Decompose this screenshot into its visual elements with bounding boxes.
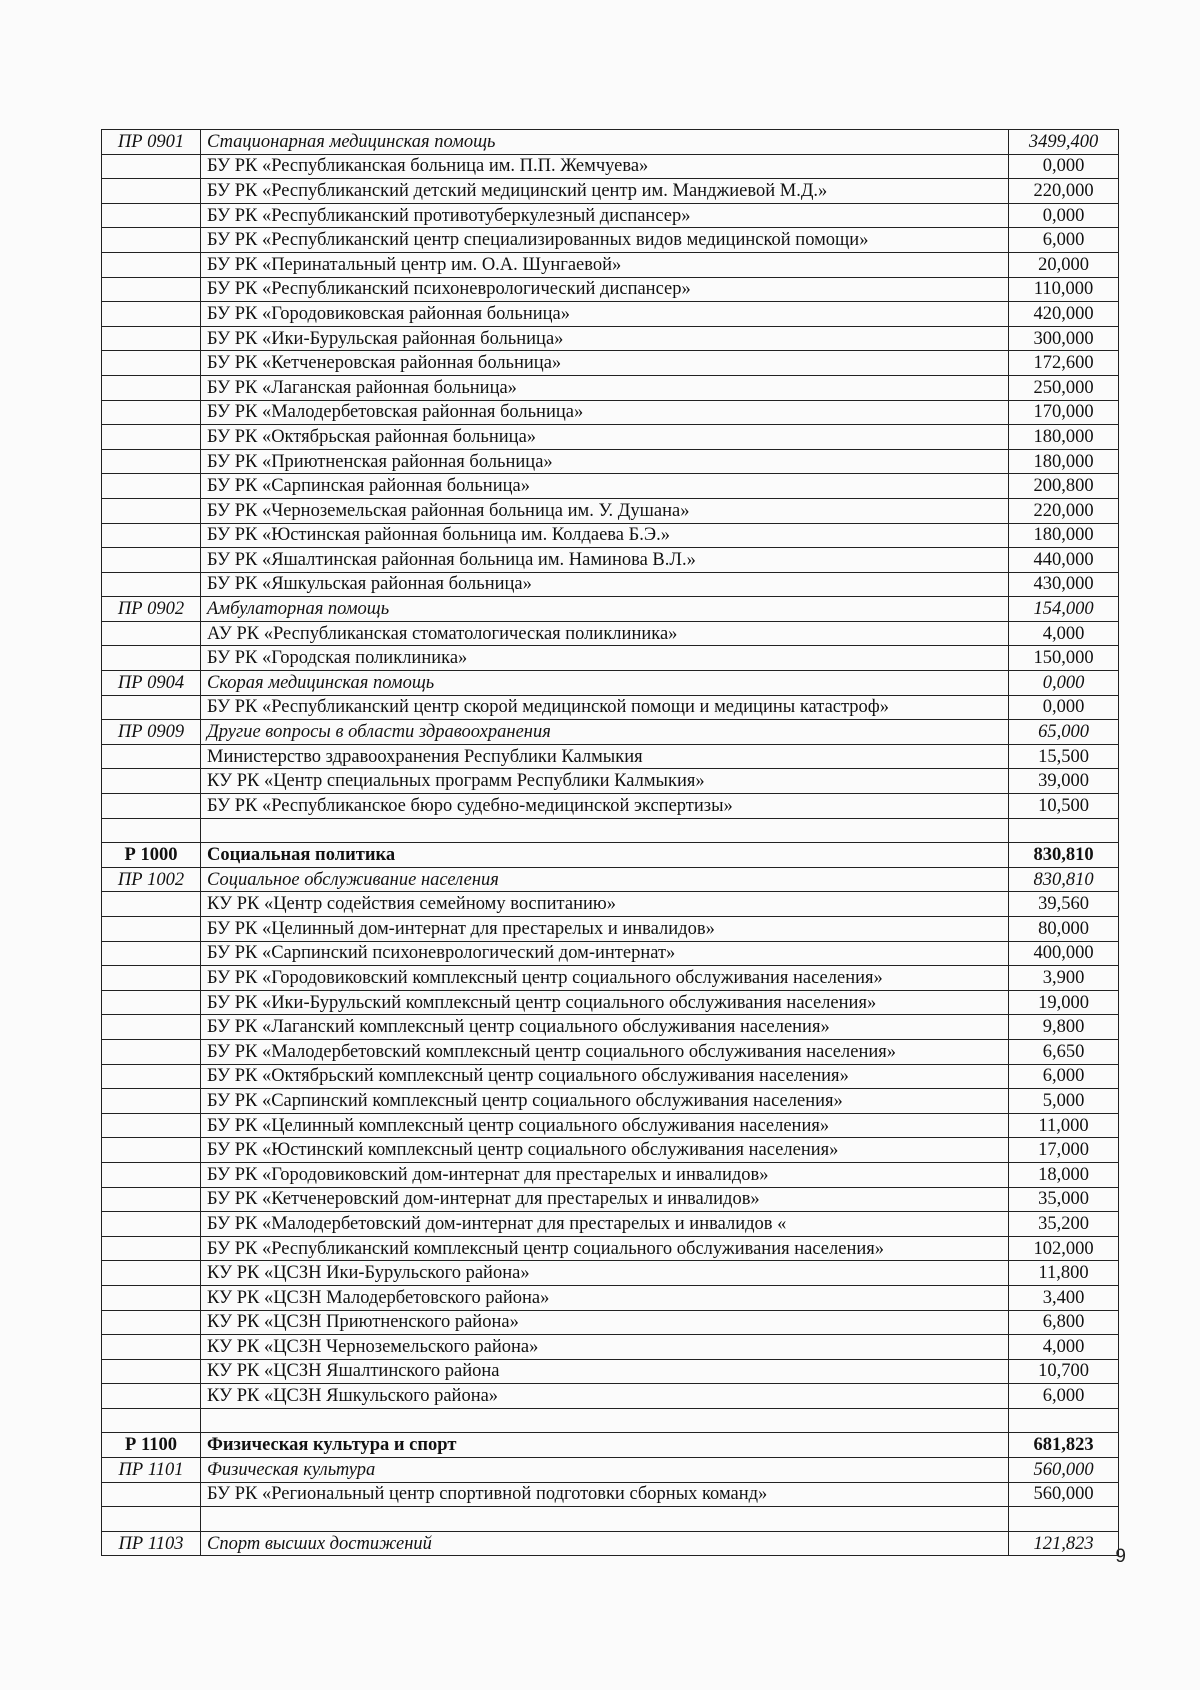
table-row: [102, 966, 1119, 991]
row-name-cell: БУ РК «Юстинский комплексный центр социального обслуживания населения»: [201, 1138, 1009, 1163]
subsection-row: [102, 130, 1119, 155]
budget-table: [101, 129, 1119, 1556]
row-value-cell: 6,000: [1009, 1384, 1119, 1409]
row-name-cell: БУ РК «Сарпинский психоневрологический дом-интернат»: [201, 941, 1009, 966]
row-code-cell: [102, 1089, 201, 1114]
row-value-cell: 4,000: [1009, 1335, 1119, 1360]
row-code-cell: [102, 474, 201, 499]
row-code-cell: [102, 228, 201, 253]
row-value-cell: 102,000: [1009, 1236, 1119, 1261]
row-name-cell: БУ РК «Октябрьская районная больница»: [201, 425, 1009, 450]
section-row: [102, 843, 1119, 868]
table-row: [102, 548, 1119, 573]
row-value-cell: [1009, 1408, 1119, 1433]
row-name-cell: БУ РК «Лаганский комплексный центр социального обслуживания населения»: [201, 1015, 1009, 1040]
table-row: [102, 1162, 1119, 1187]
table-row: [102, 1335, 1119, 1360]
row-name-cell: БУ РК «Городовиковская районная больница»: [201, 302, 1009, 327]
row-name-cell: КУ РК «ЦСЗН Приютненского района»: [201, 1310, 1009, 1335]
row-code-cell: [102, 1482, 201, 1507]
row-value-cell: 39,560: [1009, 892, 1119, 917]
row-name-cell: БУ РК «Черноземельская районная больница им. У. Душана»: [201, 498, 1009, 523]
row-code-cell: [102, 1162, 201, 1187]
table-row: [102, 474, 1119, 499]
row-code-cell: [102, 425, 201, 450]
row-name-cell: Спорт высших достижений: [201, 1531, 1009, 1556]
row-value-cell: 300,000: [1009, 326, 1119, 351]
table-row: [102, 1212, 1119, 1237]
table-row: [102, 277, 1119, 302]
row-code-cell: ПР 1101: [102, 1458, 201, 1483]
row-name-cell: БУ РК «Республиканская больница им. П.П. Жемчуева»: [201, 154, 1009, 179]
row-name-cell: БУ РК «Республиканский психоневрологический диспансер»: [201, 277, 1009, 302]
row-name-cell: БУ РК «Кетченеровская районная больница»: [201, 351, 1009, 376]
table-row: [102, 203, 1119, 228]
row-code-cell: [102, 621, 201, 646]
row-code-cell: [102, 400, 201, 425]
page-number: 9: [1115, 1546, 1126, 1567]
table-row: [102, 1015, 1119, 1040]
row-name-cell: БУ РК «Ики-Бурульская районная больница»: [201, 326, 1009, 351]
table-row: [102, 449, 1119, 474]
row-code-cell: Р 1000: [102, 843, 201, 868]
row-value-cell: 0,000: [1009, 671, 1119, 696]
row-code-cell: [102, 1384, 201, 1409]
row-name-cell: Стационарная медицинская помощь: [201, 130, 1009, 155]
row-name-cell: Скорая медицинская помощь: [201, 671, 1009, 696]
row-name-cell: БУ РК «Юстинская районная больница им. Колдаева Б.Э.»: [201, 523, 1009, 548]
row-code-cell: [102, 203, 201, 228]
table-row: [102, 1310, 1119, 1335]
table-row: [102, 400, 1119, 425]
row-name-cell: Физическая культура: [201, 1458, 1009, 1483]
row-value-cell: 830,810: [1009, 867, 1119, 892]
subsection-row: [102, 1531, 1119, 1556]
row-code-cell: ПР 0904: [102, 671, 201, 696]
row-code-cell: [102, 892, 201, 917]
row-value-cell: 154,000: [1009, 597, 1119, 622]
row-value-cell: 430,000: [1009, 572, 1119, 597]
row-value-cell: 6,800: [1009, 1310, 1119, 1335]
row-name-cell: КУ РК «ЦСЗН Ики-Бурульского района»: [201, 1261, 1009, 1286]
table-row: [102, 1285, 1119, 1310]
table-row: [102, 892, 1119, 917]
row-code-cell: [102, 744, 201, 769]
row-code-cell: [102, 351, 201, 376]
row-value-cell: 35,000: [1009, 1187, 1119, 1212]
row-value-cell: 80,000: [1009, 917, 1119, 942]
row-name-cell: БУ РК «Сарпинская районная больница»: [201, 474, 1009, 499]
row-code-cell: [102, 498, 201, 523]
row-value-cell: 10,700: [1009, 1359, 1119, 1384]
row-code-cell: [102, 1138, 201, 1163]
row-name-cell: БУ РК «Городская поликлиника»: [201, 646, 1009, 671]
row-code-cell: [102, 449, 201, 474]
row-name-cell: БУ РК «Республиканское бюро судебно-медицинской экспертизы»: [201, 794, 1009, 819]
row-name-cell: КУ РК «ЦСЗН Малодербетовского района»: [201, 1285, 1009, 1310]
row-value-cell: [1009, 818, 1119, 843]
row-value-cell: 17,000: [1009, 1138, 1119, 1163]
subsection-row: [102, 671, 1119, 696]
row-value-cell: 11,000: [1009, 1113, 1119, 1138]
row-value-cell: 6,000: [1009, 228, 1119, 253]
row-name-cell: БУ РК «Республиканский комплексный центр социального обслуживания населения»: [201, 1236, 1009, 1261]
table-row: [102, 1064, 1119, 1089]
row-value-cell: 6,650: [1009, 1039, 1119, 1064]
table-row: [102, 941, 1119, 966]
row-value-cell: 400,000: [1009, 941, 1119, 966]
row-code-cell: ПР 0909: [102, 720, 201, 745]
row-value-cell: 3,400: [1009, 1285, 1119, 1310]
row-value-cell: [1009, 1507, 1119, 1532]
row-value-cell: 4,000: [1009, 621, 1119, 646]
row-code-cell: [102, 966, 201, 991]
row-value-cell: 65,000: [1009, 720, 1119, 745]
section-row: [102, 1433, 1119, 1458]
row-code-cell: [102, 523, 201, 548]
row-value-cell: 110,000: [1009, 277, 1119, 302]
row-name-cell: БУ РК «Лаганская районная больница»: [201, 375, 1009, 400]
table-row: [102, 572, 1119, 597]
row-value-cell: 9,800: [1009, 1015, 1119, 1040]
row-value-cell: 0,000: [1009, 154, 1119, 179]
row-code-cell: [102, 1335, 201, 1360]
row-value-cell: 39,000: [1009, 769, 1119, 794]
row-value-cell: 6,000: [1009, 1064, 1119, 1089]
row-value-cell: 681,823: [1009, 1433, 1119, 1458]
row-code-cell: [102, 548, 201, 573]
blank-row: [102, 1408, 1119, 1433]
row-value-cell: 0,000: [1009, 203, 1119, 228]
row-code-cell: [102, 375, 201, 400]
row-name-cell: БУ РК «Городовиковский комплексный центр социального обслуживания населения»: [201, 966, 1009, 991]
table-row: [102, 228, 1119, 253]
row-name-cell: БУ РК «Региональный центр спортивной подготовки сборных команд»: [201, 1482, 1009, 1507]
table-row: [102, 917, 1119, 942]
row-value-cell: 3,900: [1009, 966, 1119, 991]
row-name-cell: Физическая культура и спорт: [201, 1433, 1009, 1458]
row-code-cell: [102, 1261, 201, 1286]
row-name-cell: БУ РК «Республиканский центр специализированных видов медицинской помощи»: [201, 228, 1009, 253]
row-value-cell: 19,000: [1009, 990, 1119, 1015]
row-value-cell: 180,000: [1009, 523, 1119, 548]
row-name-cell: Социальная политика: [201, 843, 1009, 868]
table-row: [102, 1261, 1119, 1286]
row-value-cell: 560,000: [1009, 1458, 1119, 1483]
row-code-cell: [102, 277, 201, 302]
row-code-cell: [102, 917, 201, 942]
row-name-cell: БУ РК «Кетченеровский дом-интернат для престарелых и инвалидов»: [201, 1187, 1009, 1212]
row-name-cell: КУ РК «ЦСЗН Яшкульского района»: [201, 1384, 1009, 1409]
row-name-cell: БУ РК «Городовиковский дом-интернат для престарелых и инвалидов»: [201, 1162, 1009, 1187]
row-code-cell: [102, 1113, 201, 1138]
row-name-cell: БУ РК «Ики-Бурульский комплексный центр социального обслуживания населения»: [201, 990, 1009, 1015]
budget-table-body: [102, 130, 1119, 1556]
row-code-cell: [102, 941, 201, 966]
row-name-cell: БУ РК «Республиканский центр скорой медицинской помощи и медицины катастроф»: [201, 695, 1009, 720]
table-row: [102, 179, 1119, 204]
row-code-cell: [102, 252, 201, 277]
table-row: [102, 252, 1119, 277]
table-row: [102, 498, 1119, 523]
row-value-cell: 830,810: [1009, 843, 1119, 868]
table-row: [102, 1236, 1119, 1261]
table-row: [102, 1039, 1119, 1064]
table-row: [102, 302, 1119, 327]
row-name-cell: БУ РК «Республиканский детский медицинский центр им. Манджиевой М.Д.»: [201, 179, 1009, 204]
row-code-cell: [102, 154, 201, 179]
row-value-cell: 420,000: [1009, 302, 1119, 327]
row-code-cell: Р 1100: [102, 1433, 201, 1458]
table-row: [102, 769, 1119, 794]
row-code-cell: ПР 0901: [102, 130, 201, 155]
table-row: [102, 695, 1119, 720]
table-row: [102, 621, 1119, 646]
row-value-cell: 10,500: [1009, 794, 1119, 819]
row-code-cell: ПР 1103: [102, 1531, 201, 1556]
table-row: [102, 1187, 1119, 1212]
row-code-cell: [102, 695, 201, 720]
row-name-cell: БУ РК «Сарпинский комплексный центр социального обслуживания населения»: [201, 1089, 1009, 1114]
subsection-row: [102, 597, 1119, 622]
row-name-cell: БУ РК «Целинный комплексный центр социального обслуживания населения»: [201, 1113, 1009, 1138]
table-row: [102, 794, 1119, 819]
row-code-cell: [102, 794, 201, 819]
row-name-cell: КУ РК «ЦСЗН Черноземельского района»: [201, 1335, 1009, 1360]
row-code-cell: [102, 572, 201, 597]
row-code-cell: [102, 818, 201, 843]
row-name-cell: КУ РК «ЦСЗН Яшалтинского района: [201, 1359, 1009, 1384]
row-code-cell: [102, 179, 201, 204]
row-code-cell: [102, 769, 201, 794]
row-name-cell: БУ РК «Целинный дом-интернат для престарелых и инвалидов»: [201, 917, 1009, 942]
row-name-cell: КУ РК «Центр содействия семейному воспитанию»: [201, 892, 1009, 917]
table-row: [102, 1113, 1119, 1138]
row-name-cell: Другие вопросы в области здравоохранения: [201, 720, 1009, 745]
row-code-cell: ПР 0902: [102, 597, 201, 622]
table-row: [102, 375, 1119, 400]
row-code-cell: [102, 1015, 201, 1040]
subsection-row: [102, 720, 1119, 745]
row-name-cell: Амбулаторная помощь: [201, 597, 1009, 622]
row-value-cell: 220,000: [1009, 179, 1119, 204]
row-value-cell: 5,000: [1009, 1089, 1119, 1114]
row-code-cell: [102, 1236, 201, 1261]
row-name-cell: БУ РК «Малодербетовская районная больница»: [201, 400, 1009, 425]
row-code-cell: [102, 1359, 201, 1384]
row-value-cell: 15,500: [1009, 744, 1119, 769]
row-code-cell: [102, 1187, 201, 1212]
row-name-cell: БУ РК «Октябрьский комплексный центр социального обслуживания населения»: [201, 1064, 1009, 1089]
subsection-row: [102, 1458, 1119, 1483]
table-row: [102, 1138, 1119, 1163]
row-value-cell: 3499,400: [1009, 130, 1119, 155]
row-name-cell: КУ РК «Центр специальных программ Республики Калмыкия»: [201, 769, 1009, 794]
row-value-cell: 560,000: [1009, 1482, 1119, 1507]
table-row: [102, 1359, 1119, 1384]
row-value-cell: 150,000: [1009, 646, 1119, 671]
subsection-row: [102, 867, 1119, 892]
row-value-cell: 180,000: [1009, 425, 1119, 450]
table-row: [102, 351, 1119, 376]
row-name-cell: БУ РК «Приютненская районная больница»: [201, 449, 1009, 474]
row-value-cell: 170,000: [1009, 400, 1119, 425]
row-value-cell: 18,000: [1009, 1162, 1119, 1187]
table-row: [102, 990, 1119, 1015]
row-code-cell: [102, 646, 201, 671]
row-name-cell: БУ РК «Республиканский противотуберкулезный диспансер»: [201, 203, 1009, 228]
row-value-cell: 172,600: [1009, 351, 1119, 376]
row-name-cell: БУ РК «Яшалтинская районная больница им. Наминова В.Л.»: [201, 548, 1009, 573]
row-code-cell: [102, 1285, 201, 1310]
row-value-cell: 180,000: [1009, 449, 1119, 474]
row-name-cell: БУ РК «Малодербетовский комплексный центр социального обслуживания населения»: [201, 1039, 1009, 1064]
row-value-cell: 121,823: [1009, 1531, 1119, 1556]
row-code-cell: [102, 1064, 201, 1089]
row-name-cell: [201, 1507, 1009, 1532]
row-code-cell: [102, 1212, 201, 1237]
table-row: [102, 646, 1119, 671]
table-row: [102, 744, 1119, 769]
table-row: [102, 326, 1119, 351]
row-code-cell: [102, 326, 201, 351]
row-value-cell: 440,000: [1009, 548, 1119, 573]
row-code-cell: ПР 1002: [102, 867, 201, 892]
row-code-cell: [102, 302, 201, 327]
row-code-cell: [102, 1408, 201, 1433]
row-name-cell: БУ РК «Яшкульская районная больница»: [201, 572, 1009, 597]
row-value-cell: 200,800: [1009, 474, 1119, 499]
table-row: [102, 425, 1119, 450]
row-value-cell: 220,000: [1009, 498, 1119, 523]
row-name-cell: [201, 818, 1009, 843]
row-code-cell: [102, 990, 201, 1015]
row-value-cell: 11,800: [1009, 1261, 1119, 1286]
row-value-cell: 20,000: [1009, 252, 1119, 277]
row-name-cell: Социальное обслуживание населения: [201, 867, 1009, 892]
row-code-cell: [102, 1310, 201, 1335]
table-row: [102, 1089, 1119, 1114]
blank-row: [102, 1507, 1119, 1532]
row-code-cell: [102, 1039, 201, 1064]
row-value-cell: 35,200: [1009, 1212, 1119, 1237]
row-name-cell: БУ РК «Малодербетовский дом-интернат для престарелых и инвалидов «: [201, 1212, 1009, 1237]
row-name-cell: БУ РК «Перинатальный центр им. О.А. Шунгаевой»: [201, 252, 1009, 277]
row-name-cell: АУ РК «Республиканская стоматологическая поликлиника»: [201, 621, 1009, 646]
row-value-cell: 0,000: [1009, 695, 1119, 720]
row-value-cell: 250,000: [1009, 375, 1119, 400]
row-name-cell: Министерство здравоохранения Республики Калмыкия: [201, 744, 1009, 769]
table-row: [102, 1384, 1119, 1409]
table-row: [102, 1482, 1119, 1507]
row-code-cell: [102, 1507, 201, 1532]
blank-row: [102, 818, 1119, 843]
table-row: [102, 523, 1119, 548]
table-row: [102, 154, 1119, 179]
row-name-cell: [201, 1408, 1009, 1433]
